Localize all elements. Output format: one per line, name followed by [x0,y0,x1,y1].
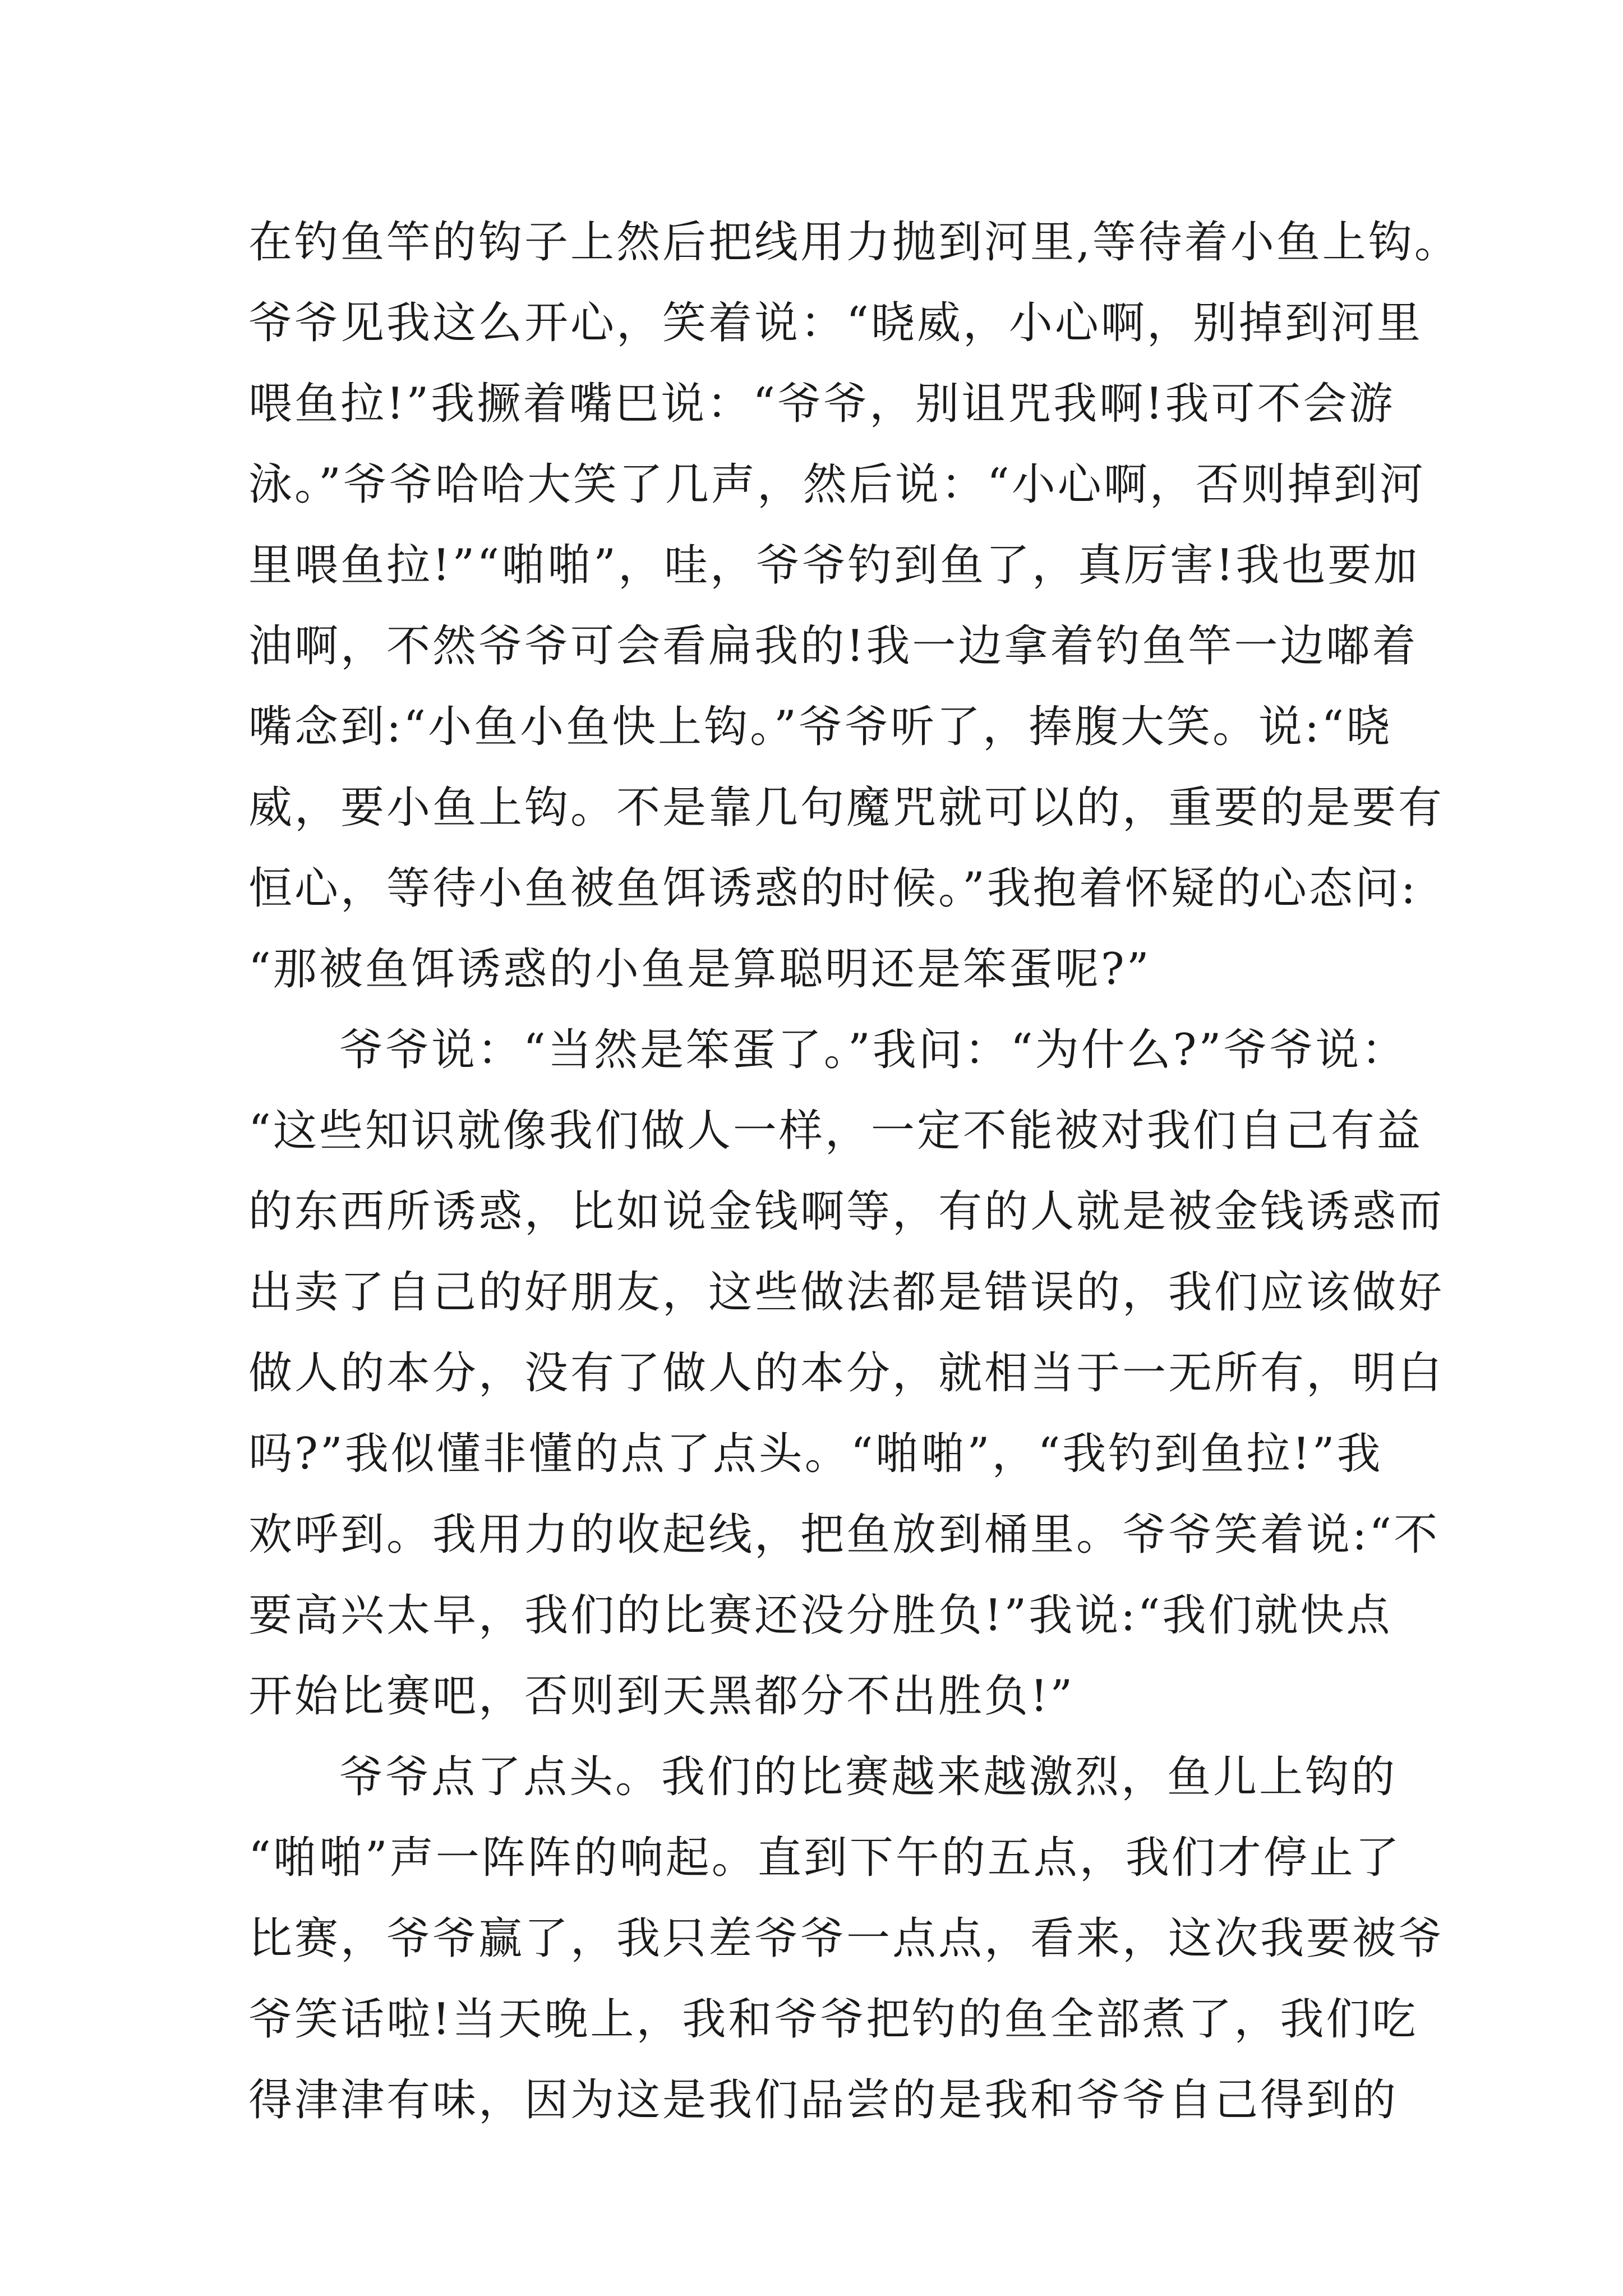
text-line: “那被鱼饵诱惑的小鱼是算聪明还是笨蛋呢?” [248,944,1151,995]
text-line: 出卖了自己的好朋友，这些做法都是错误的，我们应该做好 [248,1267,1445,1318]
body-text [248,202,1460,2141]
text-line: 吗?”我似懂非懂的点了点头。“啪啪”，“我钓到鱼拉!”我 [248,1429,1383,1479]
text-line: 爷爷见我这么开心，笑着说：“晓威，小心啊，别掉到河里 [248,298,1423,348]
paragraph-3 [248,1737,1445,2141]
text-line: 嘴念到:“小鱼小鱼快上钩。”爷爷听了，捧腹大笑。说:“晓 [248,702,1393,752]
text-line: 泳。”爷爷哈哈大笑了几声，然后说：“小心啊，否则掉到河 [248,459,1426,510]
text-line: 做人的本分，没有了做人的本分，就相当于一无所有，明白 [248,1348,1445,1398]
text-line: 比赛，爷爷赢了，我只差爷爷一点点，看来，这次我要被爷 [248,1913,1445,1964]
text-line: 恒心，等待小鱼被鱼饵诱惑的时候。”我抱着怀疑的心态问: [248,863,1418,914]
text-line: 里喂鱼拉!”“啪啪”，哇，爷爷钓到鱼了，真厉害!我也要加 [248,540,1420,591]
text-line: 爷爷点了点头。我们的比赛越来越激烈，鱼儿上钩的 [339,1752,1398,1802]
text-line: “这些知识就像我们做人一样，一定不能被对我们自己有益 [248,1106,1423,1156]
text-line: 爷爷说：“当然是笨蛋了。”我问：“为什么?”爷爷说： [339,1025,1408,1075]
text-line: 喂鱼拉!”我撅着嘴巴说：“爷爷，别诅咒我啊!我可不会游 [248,379,1395,429]
text-line: 得津津有味，因为这是我们品尝的是我和爷爷自己得到的 [248,2075,1399,2125]
text-line: “啪啪”声一阵阵的响起。直到下午的五点，我们才停止了 [248,1833,1401,1883]
text-line: 油啊，不然爷爷可会看扁我的!我一边拿着钓鱼竿一边嘟着 [248,621,1418,671]
paragraph-1 [248,202,1460,1010]
text-line: 威，要小鱼上钩。不是靠几句魔咒就可以的，重要的是要有 [248,783,1445,833]
text-line: 要高兴太早，我们的比赛还没分胜负!”我说:“我们就快点 [248,1590,1393,1641]
text-line: 的东西所诱惑，比如说金钱啊等，有的人就是被金钱诱惑而 [248,1186,1445,1237]
text-line: 开始比赛吧，否则到天黑都分不出胜负!” [248,1671,1075,1722]
text-line: 在钓鱼竿的钩子上然后把线用力抛到河里,等待着小鱼上钩。 [248,217,1460,268]
text-line: 爷笑话啦!当天晚上，我和爷爷把钓的鱼全部煮了，我们吃 [248,1994,1418,2045]
paragraph-2 [248,1010,1445,1737]
text-line: 欢呼到。我用力的收起线，把鱼放到桶里。爷爷笑着说:“不 [248,1510,1440,1560]
